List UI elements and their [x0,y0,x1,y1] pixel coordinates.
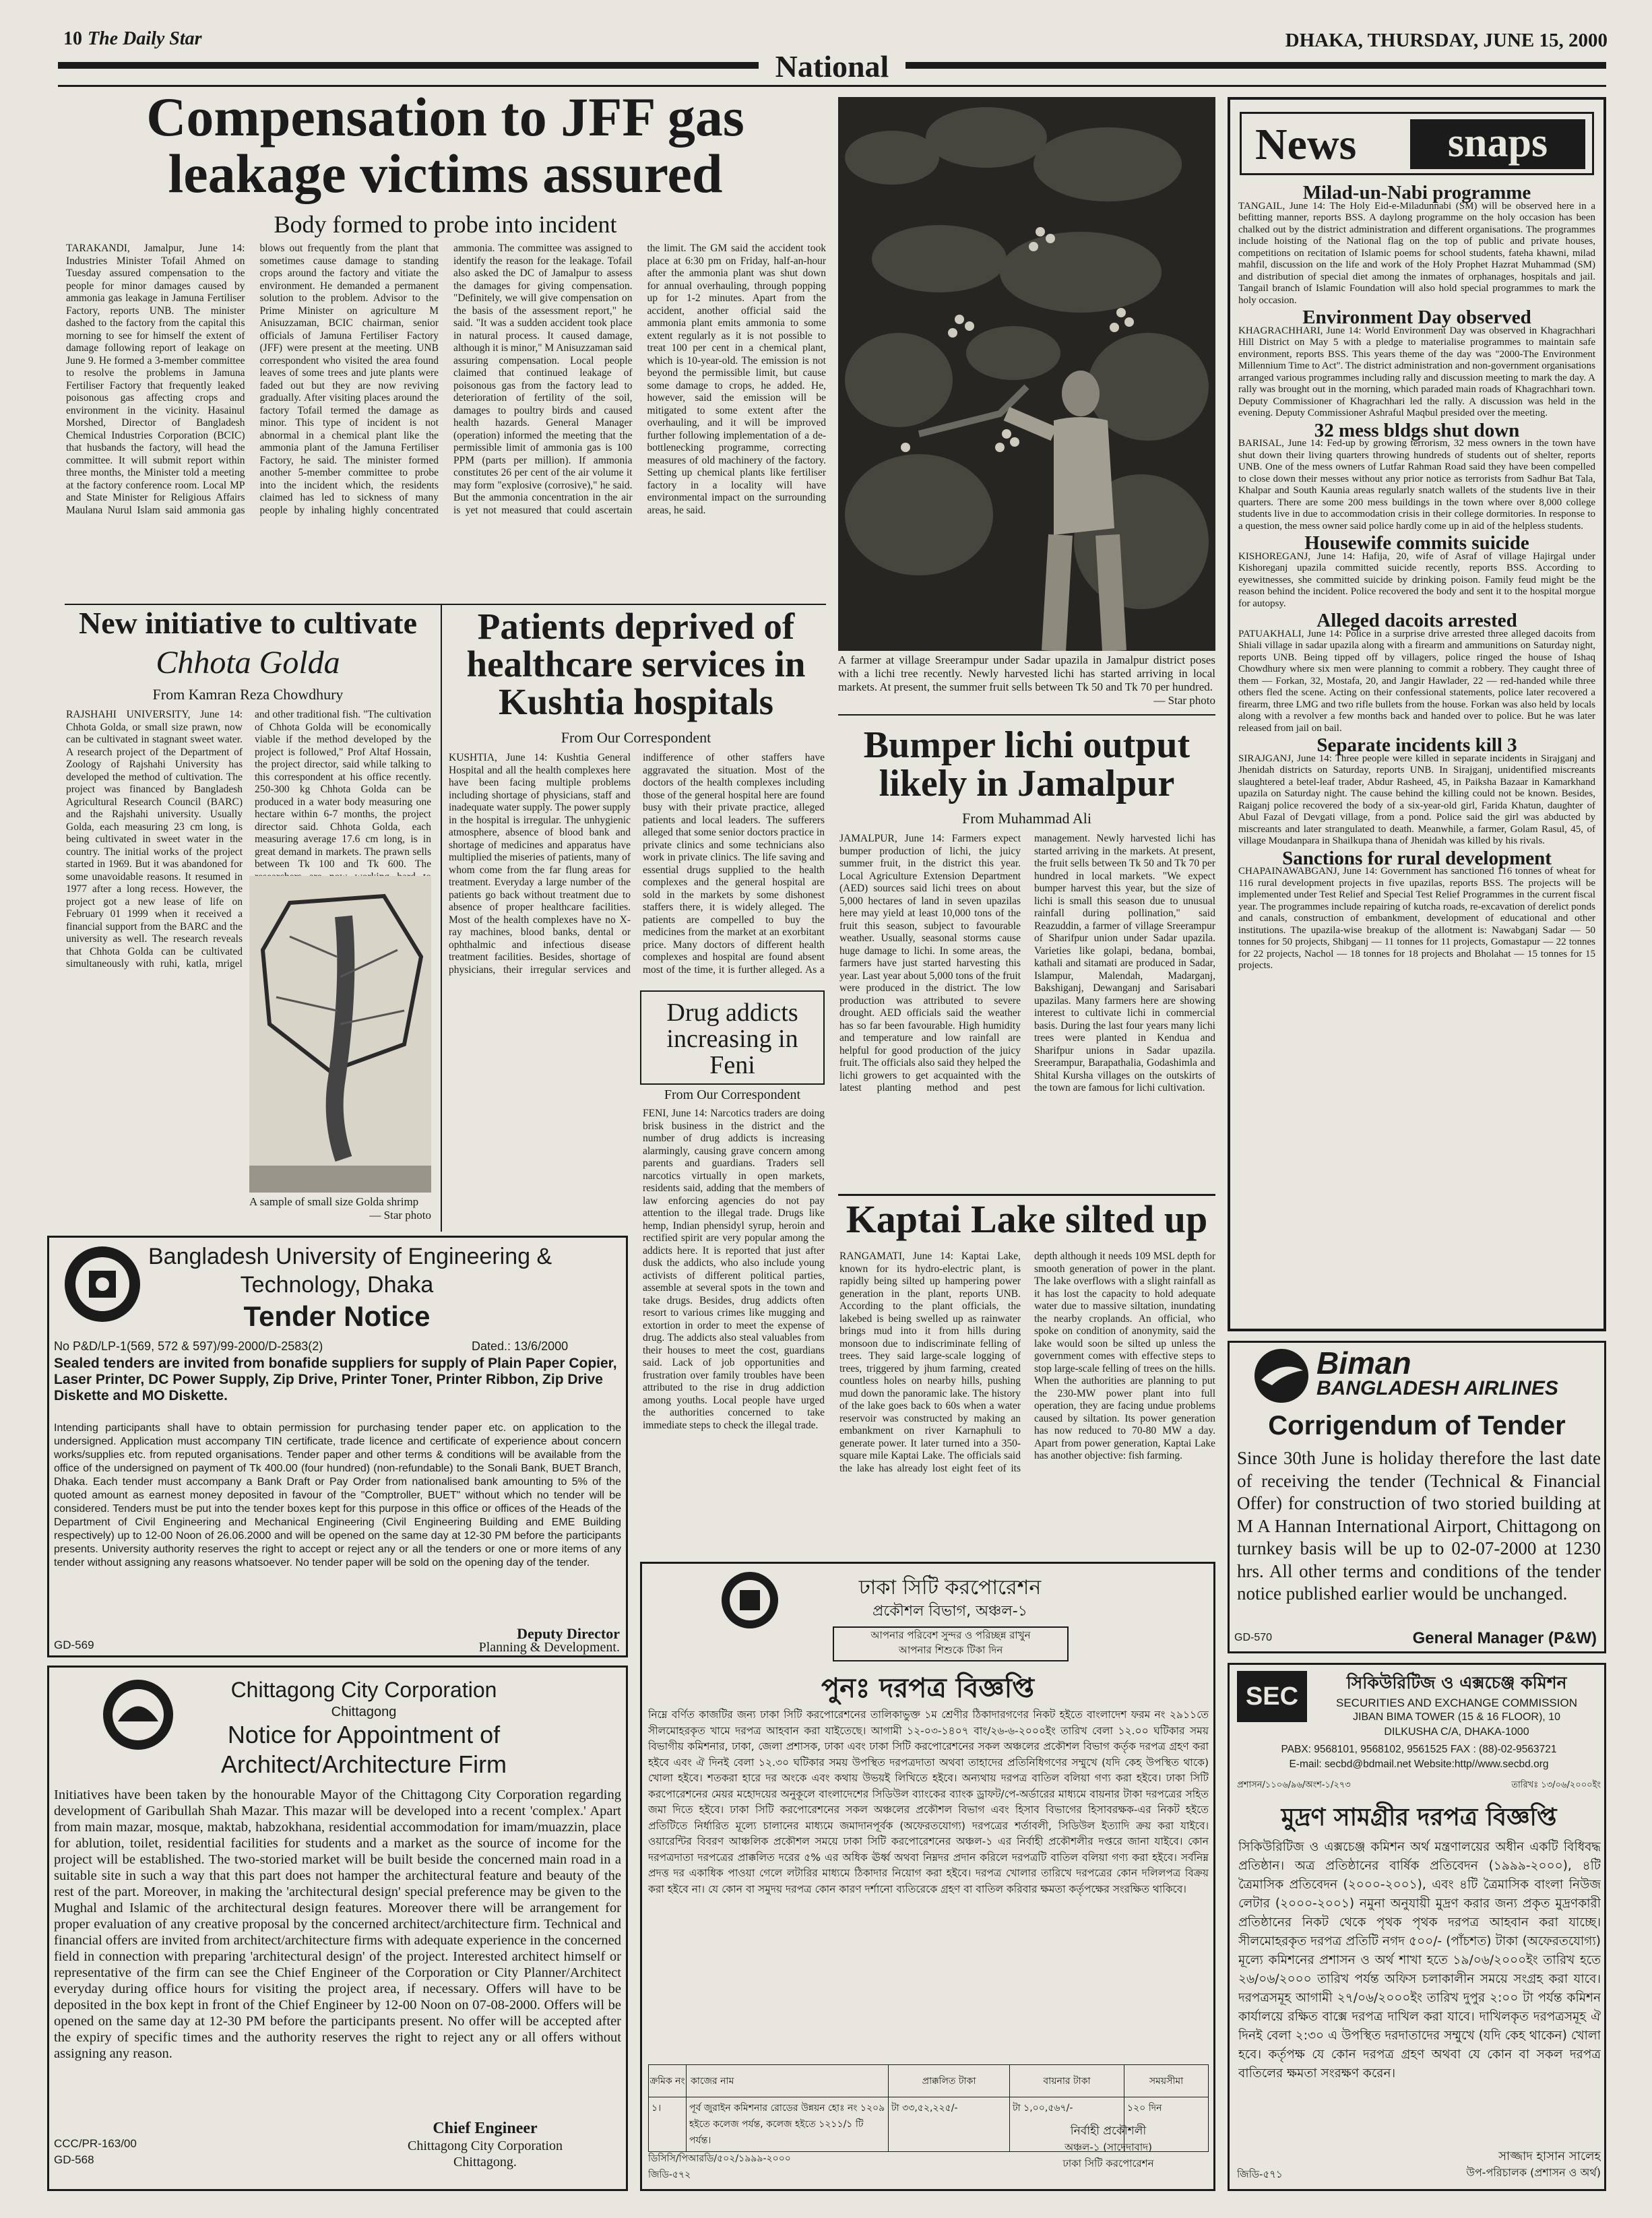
buet-title: Tender Notice [243,1300,431,1332]
snaps-item-body: SIRAJGANJ, June 14: Three people were killed in separate incidents in Sirajganj and Jhenidah districts on Saturday, reports UNB. In Sirajganj, unidentified miscreants slaughtered a betel-leaf trader, Abdur Rasheed, 45, in Paiksha Bazaar in Kamarkhand upazila on Saturday night. The cause behind the killing could not be known. Besides, Raiganj police recovered the body of a six-year-old girl, Farida Khatun, daughter of Abul Fazal of Devgati village, from a pond. Police said the girl was abducted by miscreants and later strangulated to death. Meanwhile, a farmer, Golam Rasul, 45, of village Moudanpara in Shailkupa thana of Jhenidah was killed by his rivals. [1238,753,1595,846]
golda-shrimp-photo [249,876,431,1193]
ctg-ref-1: CCC/PR-163/00 [54,2137,137,2150]
golda-byline: From Kamran Reza Chowdhury [152,686,344,703]
jff-body-text: TARAKANDI, Jamalpur, June 14: Industries Minister Tofail Ahmed on Tuesday assured compensation to the people for minor damages caused by ammonia gas leakage in Jamuna Fertiliser Factory, reports UNB. The minister dashed to the factory from the capital this morning to see for himself the extent of damage following report of leakage on June 9. He formed a 3-member committee to resolve the problems in Jamuna Fertiliser Factory that frequently leaked poisonous gas affecting crops and environment in the vicinity. Hasainul Morshed, Director of Bangladesh Chemical Industries Corporation (BCIC) that husbands the factory, will head the committee. It will submit report within three months, the Minister told a meeting at the factory conference room. Local MP and State Minister for Religious Affairs Maulana Nurul Islam said ammonia gas blows out frequently from the plant that sometimes cause damage to standing crops around the factory and vitiate the environment. He demanded a permanent solution to the problem. Advisor to the Prime Minister on agriculture M Anisuzzaman, BCIC chairman, senior officials of Jamuna Fertiliser Factory (JFF) were present at the meeting. UNB correspondent who visited the area found leaves of some trees and jute plants were faded out but they are now reviving gradually. After visiting places around the factory Tofail termed the damage as minor. This type of incident is not abnormal in a chemical plant like the ammonia plant of the Jamuna Fertiliser Factory, he said. The minister formed another 5-member committee to probe into the incident which, the residents claimed has led to sickness of many people by inhaling highly concentrated ammonia. The committee was assigned to identify the reason for the leakage. Tofail also asked the DC of Jamalpur to assess the damages for giving compensation. "Definitely, we will give compensation on the basis of the assessment report," he said. "It was a sudden accident took place in natural process. It caused damage, although it is minor," M Anisuzzaman said assuring compensation. Local people claimed that continued leakage of poisonous gas from the factory lead to deterioration of fertility of the soil, damages to poultry birds and caused health hazards. General Manager (operation) informed the meeting that the permissible limit of ammonia gas is 100 PPM (parts per million). If ammonia constitutes 26 per cent of the air volume it may form "explosive (corrosive)," he said. But the ammonia concentration in the air is yet not measured that could ascertain the limit. The GM said the accident took place at 6:30 pm on Friday, half-an-hour after the ammonia plant was shut down for annual overhauling, through popping up for 1-2 minutes. Apart from the accident, another official said the ammonia plant emits ammonia to some extent regularly as it is not possible to treat 100 per cent in a chemical plant, which is 10-year-old. The emission is not beyond the permissible limit, but cause some damage to crops, he added. He, however, said the emission will be mitigated to some extent after the overhauling, and it will be improved further following implementation of a de-bottlenecking programme, correcting measures of old machinery of the factory. Setting up chemical plants like fertiliser factory in a locality will have environmental impact on the surrounding areas, he said. [66,243,826,516]
dcc-col-earnest: বায়নার টাকা [1010,2065,1124,2097]
page-number: 10 [63,28,82,49]
golda-body-text: RAJSHAHI UNIVERSITY, June 14: Chhota Golda, or small size prawn, now can be cultivated in stagnant sweet water. A research project of the Department of Zoology of Rajshahi University has developed the method of cultivation. The project was financed by Bangladesh Agricultural Research Council (BARC) and the Rajshahi university. Usually Golda, each measuring 23 cm long, is being cultivated in sweet water in the country. The initial works of the project started in 1969. But it was abandoned for some unavoidable reasons. It resumed in 1977 after a long recess. However, the project got a new lease of life on February 01 1999 when it received a financial support from the BARC and the university as well. The research reveals that Chhota Golda can be cultivated simultaneously with ruhi, katla, mrigel and other traditional fish. "The cultivation of Chhota Golda will be economically viable if the method developed by the project is followed," Prof Altaf Hossain, the project director, said while talking to this correspondent at his office recently. 250-300 kg Chhota Golda can be produced in a water body measuring one hectare within 6-7 months, the project director said. Chhota Golda, each measuring average 17.6 cm long, is in great demand in markets. The prawn sells between Tk 100 and Tk 600. The [66,709,431,970]
dcc-signer: নির্বাহী প্রকৌশলী [1070,2124,1147,2138]
buet-ref: No P&D/LP-1(569, 572 & 597)/99-2000/D-2583(2) [54,1339,323,1353]
buet-signer: Deputy Director [517,1625,620,1641]
golda-photo-caption: A sample of small size Golda shrimp — Star photo [249,1195,431,1222]
dcc-slogan-1: আপনার পরিবেশ সুন্দর ও পরিচ্ছন্ন রাখুন [870,1629,1031,1641]
lichi-photo-credit: — Star photo [1153,694,1215,707]
masthead-rule-right [906,62,1606,69]
buet-org-2: Technology, Dhaka [240,1272,434,1298]
ctg-city: Chittagong [331,1705,397,1719]
dcc-table-header [649,2065,1209,2097]
snaps-item-body: CHAPAINAWABGANJ, June 14: Government has sanctioned 116 tonnes of wheat for 116 rural development projects in five upazilas, reports BSS. The projects will be implemented under Test Relief and Special Test Relief Programmes in the current fiscal year. The programmes include repairing of kutcha roads, re-excavation of derelict ponds and canals, construction of embankment, development of educational and other institutions. The upazila-wise breakup of the allotment is: Nawabganj Sadar — 50 tonnes for 50 projects, Shibganj — 11 tonnes for 11 projects, Gomastapur — 22 tonnes for 22 projects, Nachol — 18 tonnes for 18 projects and Bholahat — 15 tonnes for 15 projects. [1238,866,1595,971]
news-snaps-title-2: snaps [1410,119,1585,169]
lichi-tree-photo [838,97,1215,651]
dateline: DHAKA, THURSDAY, JUNE 15, 2000 [1285,30,1608,51]
dcc-col-work: কাজের নাম [687,2065,889,2097]
buet-date: Dated.: 13/6/2000 [472,1339,569,1353]
sec-addr-2: DILKUSHA C/A, DHAKA-1000 [1384,1726,1529,1738]
sec-gd: জিডি-৫৭১ [1237,2168,1283,2180]
ctg-signer-org: Chittagong City Corporation [408,2138,563,2153]
sec-ref: প্রশাসন/১১০৬/৯৬/অংশ-১/২৭৩ [1237,1780,1351,1790]
golda-photo-credit: — Star photo [369,1209,431,1222]
ctg-title-1: Notice for Appointment of [227,1721,501,1748]
snaps-item-body: PATUAKHALI, June 14: Police in a surprise drive arrested three alleged dacoits from Shiali village in sadar upazila along with a firearm and ammunitions on Saturday night, reports UNB. Being tipped off by villagers, police ringed the house of Ishaq Chowdhury where six men were planning to commit a robbery. They caught three of them — Forkan, 32, Mostafa, 20, and Jangir Hawlader, 22 — red-handed while three others fled the scene. Acting on their confessional statements, police later recovered a firearm, three LMG and two rifle bullets from the house. Forkan was also held by locals along with a revolver a few months back and handed over to police. But he was later released from jail on bail. [1238,628,1595,734]
dcc-dept: প্রকৌশল বিভাগ, অঞ্চল-১ [872,1603,1027,1620]
feni-byline: From Our Correspondent [664,1087,801,1102]
biman-logo-1: Biman [1316,1345,1411,1379]
buet-signer-unit: Planning & Development. [478,1640,620,1655]
kushtia-byline: From Our Correspondent [561,729,711,746]
lichi-body-text: JAMALPUR, June 14: Farmers expect bumper production of lichi, the juicy summer fruit, in the district this year. Local Agriculture Extension Department (AED) sources said lichi trees on about 5,000 hectares of land in seven upazilas here may yield at least 10,000 tons of the fruit this season, subject to favourable weather. Usually, seasonal storms cause huge damage to lichi. In some areas, the farmers have just started harvesting this year. Last year about 5,000 tons of the fruit were produced in the district. The low production was attributed to severe drought. AED officials said the weather has so far been favourable. High humidity and temperature and low rainfall are helpful for good production of the juicy fruit. The officials also said they helped the lichi growers to get acquainted with the latest planting method and pest management. Newly harvested lichi has started arriving in the markets. At present, the fruit sells between Tk 50 and Tk 70 per hundred in local markets. "We expect bumper harvest this year, but the size of lichi is small this season due to unusual rainfall during pollination," said Reazuddin, a farmer of village Sreerampur of Sharifpur union under Sadar upazila. Varieties like golapi, bedana, bombai, kathali and sitamati are produced in Sadar, Islampur, Malendah, Madarganj, Bakshiganj, Dewanganj and Sarisabari upazilas. Many farmers here are showing interest to cultivate lichi in commercial basis. During the last four years many lichi trees were planted in Kendua and Sharifpur unions in Sadar upazila. Sreerampur, Barapathalia, Godashimla and Shital Kursha villages on the outskirts of the town are famous for lichi cultivation. [839,833,1215,1094]
shrimp-graphic [249,876,431,1193]
snaps-item-body: KISHOREGANJ, June 14: Hafija, 20, wife of Asraf of village Hajirgal under Kishoreganj upazila committed suicide recently, reports BSS. According to eyewitnesses, she committed suicide by drinking poison. Family feud might be the reason behind the incident. Police recovered the body and sent it to the hospital morgue for autopsy. [1238,550,1595,609]
sec-logo: SEC [1237,1671,1307,1722]
sec-notice-title: মুদ্রণ সামগ্রীর দরপত্র বিজ্ঞপ্তি [1281,1804,1557,1831]
ctg-signer: Chief Engineer [433,2120,538,2137]
kushtia-headline: Patients deprived of healthcare services in Kushtia hospitals [466,608,806,723]
buet-gd: GD-569 [54,1639,94,1651]
snaps-item-heading: Separate incidents kill 3 [1316,734,1517,756]
buet-seal-icon [62,1244,143,1325]
kushtia-body-continued [449,990,631,1230]
ctg-title-2: Architect/Architecture Firm [220,1750,507,1778]
biman-stork-icon [1253,1348,1310,1404]
kaptai-top-rule [838,1194,1215,1196]
buet-lead: Sealed tenders are invited from bonafide suppliers for supply of Plain Paper Copier, Laser Printer, DC Power Supply, Zip Drive, Printer Toner, Printer Ribbon, Zip Drive Diskette and MO Diskette. [54,1356,617,1403]
dcc-seal-icon [720,1570,780,1630]
biman-gd: GD-570 [1234,1632,1273,1643]
kaptai-body [839,1250,1215,1555]
biman-signer: General Manager (P&W) [1412,1629,1597,1647]
lichi-photo-graphic [838,97,1215,651]
lichi-photo-caption: A farmer at village Sreerampur under Sadar upazila in Jamalpur district poses with a lichi tree recently. Newly harvested lichi has started arriving in local markets. At present, the summer fruit sells between Tk 50 and Tk 70 per hundred. — Star photo [838,654,1215,707]
lichi-body [839,833,1215,1190]
feni-body: FENI, June 14: Narcotics traders are doing brisk business in the district and the number of drug addicts is increasing alarmingly, causing grave concern among parents and guardians. Traders sell narcotics virtually in open markets, residents said, adding that the members of law enforcing agencies do not pay attention to the illegal trade. Drugs like hemp, Indian phensidyl syrup, heroin and rectified spirit are very popular among the addicts here. It is reported that just after dusk the addicts, who also include young activists of different political parties, assemble at several spots in the town and take drugs. Besides, drug addicts often resort to various crimes like mugging and extortion in order to meet the expense of drug. The addicts also steal valuables from their houses to meet the cost, guardians said. Lack of job opportunities and frustration over family troubles have been attributed to the rise in drug addiction among youths. Local people have urged the authorities concerned to take immediate steps to check the illegal trade. [643,1108,825,1431]
dcc-col-period: সময়সীমা [1124,2065,1209,2097]
dcc-signer-org: ঢাকা সিটি করপোরেশন [1062,2157,1154,2169]
news-snaps-title [1240,112,1594,175]
dcc-table [648,2064,1209,2152]
dcc-col-serial: ক্রমিক নং [649,2065,687,2097]
lichi-headline: Bumper lichi output likely in Jamalpur [863,726,1190,805]
snaps-item-body: KHAGRACHHARI, June 14: World Environment Day was observed in Khagrachhari Hill District on May 5 with a pledge to materialise programmes to maintain safe environment, reports BSS. This years theme of the day was "2000-The Environment Millennium Time to Act". The district administration and non-government organisations arranged various programmes including rally and discussion meeting to mark the day. A rally was brought out in the morning, which paraded main roads of Khagrachhari town. Deputy Commissioner of Khagrachhari led the rally. A discussion was held in the evening. Deputy Commissioner Ashraful Maqbul presided over the meeting. [1238,325,1595,418]
snaps-item-heading: Environment Day observed [1302,307,1531,328]
sec-addr-1: JIBAN BIMA TOWER (15 & 16 FLOOR), 10 [1353,1711,1560,1723]
ctg-ref-2: GD-568 [54,2153,94,2166]
kaptai-headline: Kaptai Lake silted up [846,1199,1208,1241]
dcc-ref-2: জিডি-৫৭২ [648,2169,691,2180]
sec-title-en: SECURITIES AND EXCHANGE COMMISSION [1336,1697,1577,1709]
snaps-item-heading: Milad-un-Nabi programme [1302,182,1531,203]
snaps-item-heading: 32 mess bldgs shut down [1314,419,1520,441]
sec-signer: সাজ্জাদ হাসান সালেহ [1498,2149,1601,2163]
snaps-item-body: BARISAL, June 14: Fed-up by growing terrorism, 32 mess owners in the town have shut down their living quarters throwing hundreds of students out of shelter, reports UNB. One of the mess owners of Lutfar Rahman Road said they have been compelled to close down their messes without any prior notice as terrorists from Sadhur Bat Tala, Khalpar and South Kaunia areas regularly snatch wallets of the students live in their quarters. There are some 200 mess buildings in the town where over 8,000 college students live in due to accommodation crisis in their college dormitories. In response to a question, the mess owner said police hardly come up in aid of the helpless students. [1238,438,1595,532]
dcc-ref-1: ডিসিসি/পিআরডি/৫০২/১৯৯৯-২০০০ [648,2153,791,2164]
table-row: ১। পূর্ব জুরাইন কমিশনার রোডের উন্নয়ন হোঃ নং ১২০৯ হইতে কলেজ পর্যন্ত, কলেজ হইতে ১২১১/১ টি পর্যন্ত। টা ৩৩,৫২,২২৫/- টা ১,০০,৫৬৭/- ১২০ দিন [649,2097,1209,2152]
snaps-item-heading: Housewife commits suicide [1304,532,1529,554]
snaps-item-heading: Alleged dacoits arrested [1316,610,1517,631]
dcc-signer-unit: অঞ্চল-১ (সাদেদাবাদ) [1065,2141,1152,2153]
ctg-org: Chittagong City Corporation [230,1678,497,1702]
paper-name: The Daily Star [88,28,202,49]
news-snaps-list [1238,182,1595,1327]
masthead-rule-left [58,62,759,69]
sec-date: তারিখঃ ১৩/০৬/২০০০ইং [1511,1780,1601,1790]
ctg-body: Initiatives have been taken by the honourable Mayor of the Chittagong City Corporation regarding development of Garibullah Shah Mazar. This mazar will be developed into a recent 'complex.' Apart from main mazar, mosque, maktab, habzokhana, residential accommodation for imam/muazzin, place for ablution, toilet, residential facilities for students and a market as the source of income for the project will be established. The two-storied market will be built beside the concerned main road in a suitable site in such a way that this part does not hamper the architectural feature and beauty of the rest of the part. Moreover, in making the 'architectural design' special preference may be given to the Mughal and Islamic of the architectural design features. Moreover there will be arrangement for proper evaluation of any creative proposal by the concerned architect/architecture firm. Technical and financial offers are invited from architect/architecture firms with adequate experience in the concerned field in connection with preparing 'architectural design' of the project. Interested architect himself or representative of the firm can see the Chief Engineer of the Corporation or City Planner/Architect everyday during office hours for visiting the project area, if necessary. Offers will have to be deposited in the box kept in front of the Chief Engineer by 12-00 Noon on 07-08-2000. Offers will be opened on the same day at 12-30 PM before the participants present. No offer will be accepted after the expiry of specific times and the authority reserves the right to reject any or all offers without assigning any reason. [54,1787,621,2061]
dcc-notice-title: পুনঃ দরপত্র বিজ্ঞপ্তি [821,1673,1035,1704]
dcc-body: নিম্নে বর্ণিত কাজটির জন্য ঢাকা সিটি করপোরেশনের তালিকাভুক্ত ১ম শ্রেণীর ঠিকাদারগণের নিকট হইতে বাংলাদেশ ফরম নং ২৯১১তে সীলমোহরকৃত খামে দরপত্র আহবান করা যাইতেছে। আগামী ১২-০৩-১৪০৭ বাং/২৬-৬-২০০০ইং তারিখ বেলা ১২.০০ ঘটিকার সময় বিভাগীয় কমিশনার, ঢাকা, জেলা প্রশাসক, ঢাকা এবং ঢাকা সিটি করপোরেশনের সকল অঞ্চলের প্রকৌশল বিভাগ কর্তৃক দরপত্র গ্রহণ করা হইবে এবং ঐ দিনই বেলা ১২.৩০ ঘটিকার সময় উপস্থিত দরপত্রদাতা অথবা তাহাদের প্রতিনিধিগণের সম্মুখে (যদি কেহ উপস্থিত থাকে) খোলা হইবে। শতকরা হারে দর অংকে এবং কথায় উভয়ই লিখিতে হইবে। অন্যথায় দরপত্র বাতিল বলিয়া গণ্য করা হইবে। ঢাকা সিটি করপোরেশনের মেয়র মহোদয়ের অনুকূলে বাংলাদেশের সিডিউল ব্যাংকের ব্যাংক ড্রাফট/পে-অর্ডারের মাধ্যমে বায়নার টাকা দরপত্রের সহিত জমা দিতে হইবে। ঢাকা সিটি করপোরেশনের সকল অঞ্চলের প্রকৌশল বিভাগ এবং হিসাব বিভাগের হিসাবরক্ষক-এর নিকট হইতে প্রতিটিতে নির্ধারিত মূল্যে চালানের মাধ্যমে জমাদানপূর্বক (অফেরতযোগ্য) দরপত্রের শর্তাবলী, সিডিউল ইত্যাদি ক্রয় করা যাইবে। ওয়ারেন্টির বিবরণ আঞ্চলিক প্রকৌশল সময়ে ঢাকা সিটি করপোরেশনের অঞ্চল-১ এর নির্বাহী প্রকৌশলীর দপ্তরে জানা যাইবে। কোন দরপত্রদাতা দরপত্রের প্রাক্কলিত দরের ৫% এর অধিক ঊর্ধ্ব অথবা নিম্নদর প্রদান করিলে দরপত্রটি বাতিল বলিয়া গণ্য করা হইবে। সর্বনিম্ন প্রদত্ত দর একাধিক পাওয়া গেলে লটারির মাধ্যমে ঠিকাদার নিয়োগ করা হইবে। দরপত্র খোলার তারিখে দরপত্রের কোন দলিলপত্র বিক্রয় করা হইবে না। যে কোন বা সমুদয় দরপত্র কোন কারণ দর্শানো ব্যতিরেকে গ্রহণ বা বাতিল করিবার ক্ষমতা কর্তৃপক্ষের সংরক্ষিত থাকিবে। [648,1709,1209,1895]
snaps-item-body: TANGAIL, June 14: The Holy Eid-e-Miladunnabi (SM) will be observed here in a befitting manner, reports BSS. A daylong programme on the holy occasion has been chalked out by the district administration and different organisations. The programmes include hoisting of the National flag on the top of public and private houses, competitions on recitation of Islamic poems for school students, fateha khawni, milad mahfil, discussion on the life and work of the Holy Prophet Hazrat Muhammad (SM) and distribution of special diet among the inmates of orphanages, hospitals and jail. Tangail branch of Islamic Foundation will also hold special programmes to mark the holy occasion. [1238,200,1595,306]
lichi-byline: From Muhammad Ali [962,810,1091,827]
jff-subhead: Body formed to probe into incident [274,211,617,238]
biman-body: Since 30th June is holiday therefore the last date of receiving the tender (Technical & Financial Offer) for construction of two storied building at M A Hannan International Airport, Chittagong on turnkey basis will be up to 02-07-2000 at 1230 hrs. All other terms and conditions of the tender notice published earlier would be unchanged. [1237,1448,1601,1604]
biman-title: Corrigendum of Tender [1268,1411,1566,1440]
biman-logo-2: BANGLADESH AIRLINES [1316,1377,1558,1399]
buet-body: Intending participants shall have to obtain permission for purchasing tender paper etc. on application to the undersigned. Application must accompany TIN certificate, trade licence and certificate of experience about concern works/supplies etc. from reputed organisations. Tender paper and other terms & conditions will be available from the office of the undersigned on payment of Tk 400.00 (four hundred) (non-refundable) to the Sonali Bank, BUET Branch, Dhaka. Each tender must accompany a Bank Draft or Pay Order from nationalised bank amounting to 5% of the quoted amount as earnest money deposited in favour of the "Comptroller, BUET" without which no tender will be considered. Tenders must be put into the tender boxes kept for this purpose in this office or offices of the Heads of the Department of Civil Engineering and Mechanical Engineering (Civil Engineering Building and EME Building respectively) up to 12-00 Noon of 26.06.2000 and will be opened on the same day at 12-30 PM before the participants presents. University authority reserves the right to accept or reject any or all the tenders or one or more items of any tender without assigning any reasons whatsoever. No tender paper will be sold on the opening day of the tender. [54,1422,621,1569]
dcc-title: ঢাকা সিটি করপোরেশন [858,1576,1042,1598]
sec-phone: PABX: 9568101, 9568102, 9561525 FAX : (88)-02-9563721 [1281,1744,1557,1755]
ctg-seal-icon [101,1678,175,1752]
sec-title-bn: সিকিউরিটিজ ও এক্সচেঞ্জ কমিশন [1346,1673,1567,1692]
sec-web: E-mail: secbd@bdmail.net Website:http//www.secbd.org [1289,1758,1549,1770]
news-snaps-title-1: News [1255,120,1357,169]
kushtia-left-rule [441,605,442,1232]
dcc-col-estimate: প্রাক্কলিত টাকা [889,2065,1010,2097]
sec-body: সিকিউরিটিজ ও এক্সচেঞ্জ কমিশন অর্থ মন্ত্রণালয়ের অধীন একটি বিধিবদ্ধ প্রতিষ্ঠান। অত্র প্রতিষ্ঠানের বার্ষিক প্রতিবেদন (১৯৯৯-২০০০), ৪টি ত্রৈমাসিক প্রতিবেদন (২০০০-২০০১), এবং ৪টি ত্রৈমাসিক বাংলা নিউজ লেটার (২০০০-২০০১) নমুনা অনুযায়ী মুদ্রণ করার জন্য প্রকৃত মুদ্রণকারী প্রতিষ্ঠানের নিকট থেকে পৃথক পৃথক দরপত্র আহবান করা যাচ্ছে। সীলমোহরকৃত দরপত্র প্রতিটি নগদ ৫০০/- (পাঁচশত) টাকা (অফেরতযোগ্য) মূল্যে কমিশনের প্রশাসন ও অর্থ শাখা হতে ১৯/০৬/২০০০ইং তারিখ হতে ২৬/০৬/২০০০ তারিখ পর্যন্ত অফিস চলাকালীন সময়ে সংগ্রহ করা যাবে। দরপত্রসমূহ আগামী ২৭/০৬/২০০০ইং তারিখ দুপুর ২:০০ টা পর্যন্ত কমিশন কার্যালয়ে রক্ষিত বাক্সে দরপত্র দাখিল করা যাবে। দাখিলকৃত দরপত্রসমূহ ঐ দিনই বেলা ২:৩০ এ উপস্থিত দরদাতাদের সম্মুখে (যদি কেহ থাকেন) খোলা হবে। কর্তৃপক্ষ যে কোন দরপত্র গ্রহণ অথবা যে কোন বা সকল দরপত্র বাতিলের ক্ষমতা সংরক্ষণ করেন। [1238,1840,1601,2081]
kaptai-body-text: RANGAMATI, June 14: Kaptai Lake, known for its hydro-electric plant, is rapidly being silted up hampering power generation in the plant, reports UNB. According to the plant officials, the lakebed is being swelled up as rainwater brings mud into it from hills during monsoon due to indiscriminate felling of trees. They said large-scale logging of trees, triggered by jhum farming, created countless holes on nearby hills, pushing mud down the panoramic lake. The history of the lake goes back to 60s when a water reservoir was constructed by making an embankment on river Karnaphuli to generate power. It later turned into a 350-square mile Kaptai Lake. The officials said the lake has already lost eight feet of its depth although it needs 109 MSL depth for smooth generation of power in the plant. The lake overflows with a slight rainfall as it has lost the capacity to hold adequate water due to massive siltation, inundating the nearby croplands. An official, who spoke on condition of anonymity, said the lake would soon be silted up unless the government comes with effective steps to stop large-scale felling of trees on the hills. When the authorities are planning to put the 230-MW power plant into full operation, they are facing undue problems caused by siltation. Its power generation has now reduced to 70-80 MW a day. Apart from power generation, Kaptai Lake has another objective: fish farming. [839,1250,1215,1474]
sec-signer-title: উপ-পরিচালক (প্রশাসন ও অর্থ) [1466,2166,1601,2179]
buet-org-1: Bangladesh University of Engineering & [148,1244,552,1269]
feni-headline: Drug addicts increasing in Feni [666,1000,798,1079]
dcc-slogans [833,1626,1069,1661]
snaps-item-heading: Sanctions for rural development [1282,847,1552,869]
jff-headline: Compensation to JFF gas leakage victims assured [146,89,744,204]
lichi-top-rule [838,714,1215,716]
golda-headline-2: Chhota Golda [156,647,340,680]
dcc-slogan-2: আপনার শিশুকে টিকা দিন [898,1644,1003,1656]
ctg-signer-city: Chittagong. [453,2155,517,2169]
kushtia-body [449,752,825,988]
golda-top-rule [65,604,826,605]
section-label: National [775,49,889,84]
golda-headline-1: New initiative to cultivate [78,608,418,640]
kushtia-body-text: KUSHTIA, June 14: Kushtia General Hospital and all the health complexes here have been facing multiple problems including shortage of physicians, staff and inadequate water supply. The power supply in the hospital is irregular. The unhygienic atmosphere, absence of blood bank and shortage of medicines and apparatus have multiplied the miseries of patients, many of whom come from the far flung areas for treatment. Everyday a large number of the patients go back without treatment due to absence of proper healthcare facilities. Most of the health complexes have no X-ray machines, blood banks, dental or ophthalmic and infectious disease treatment facilities. Besides, shortage of physicians, their irregular services and indifference of other staffers have aggravated the situation. Most of the doctors of the health complexes including those of the general hospital here are found busy with their private practice, alleged patients and local leaders. The sufferers alleged that some senior doctors practice in private clinics and some technicians also work in private clinics. The life saving and essential drugs supplied to the health complexes and the general hospital are sold in the markets by some dishonest staffers there, it is widely alleged. The patients are compelled to buy the medicines from the market at an exorbitant price. Many doctors of different health complexes and hospital are found absent most of the time, it is further alleged. As a [449,752,825,976]
masthead-thin-rule [58,85,1606,87]
jff-body [66,243,826,600]
